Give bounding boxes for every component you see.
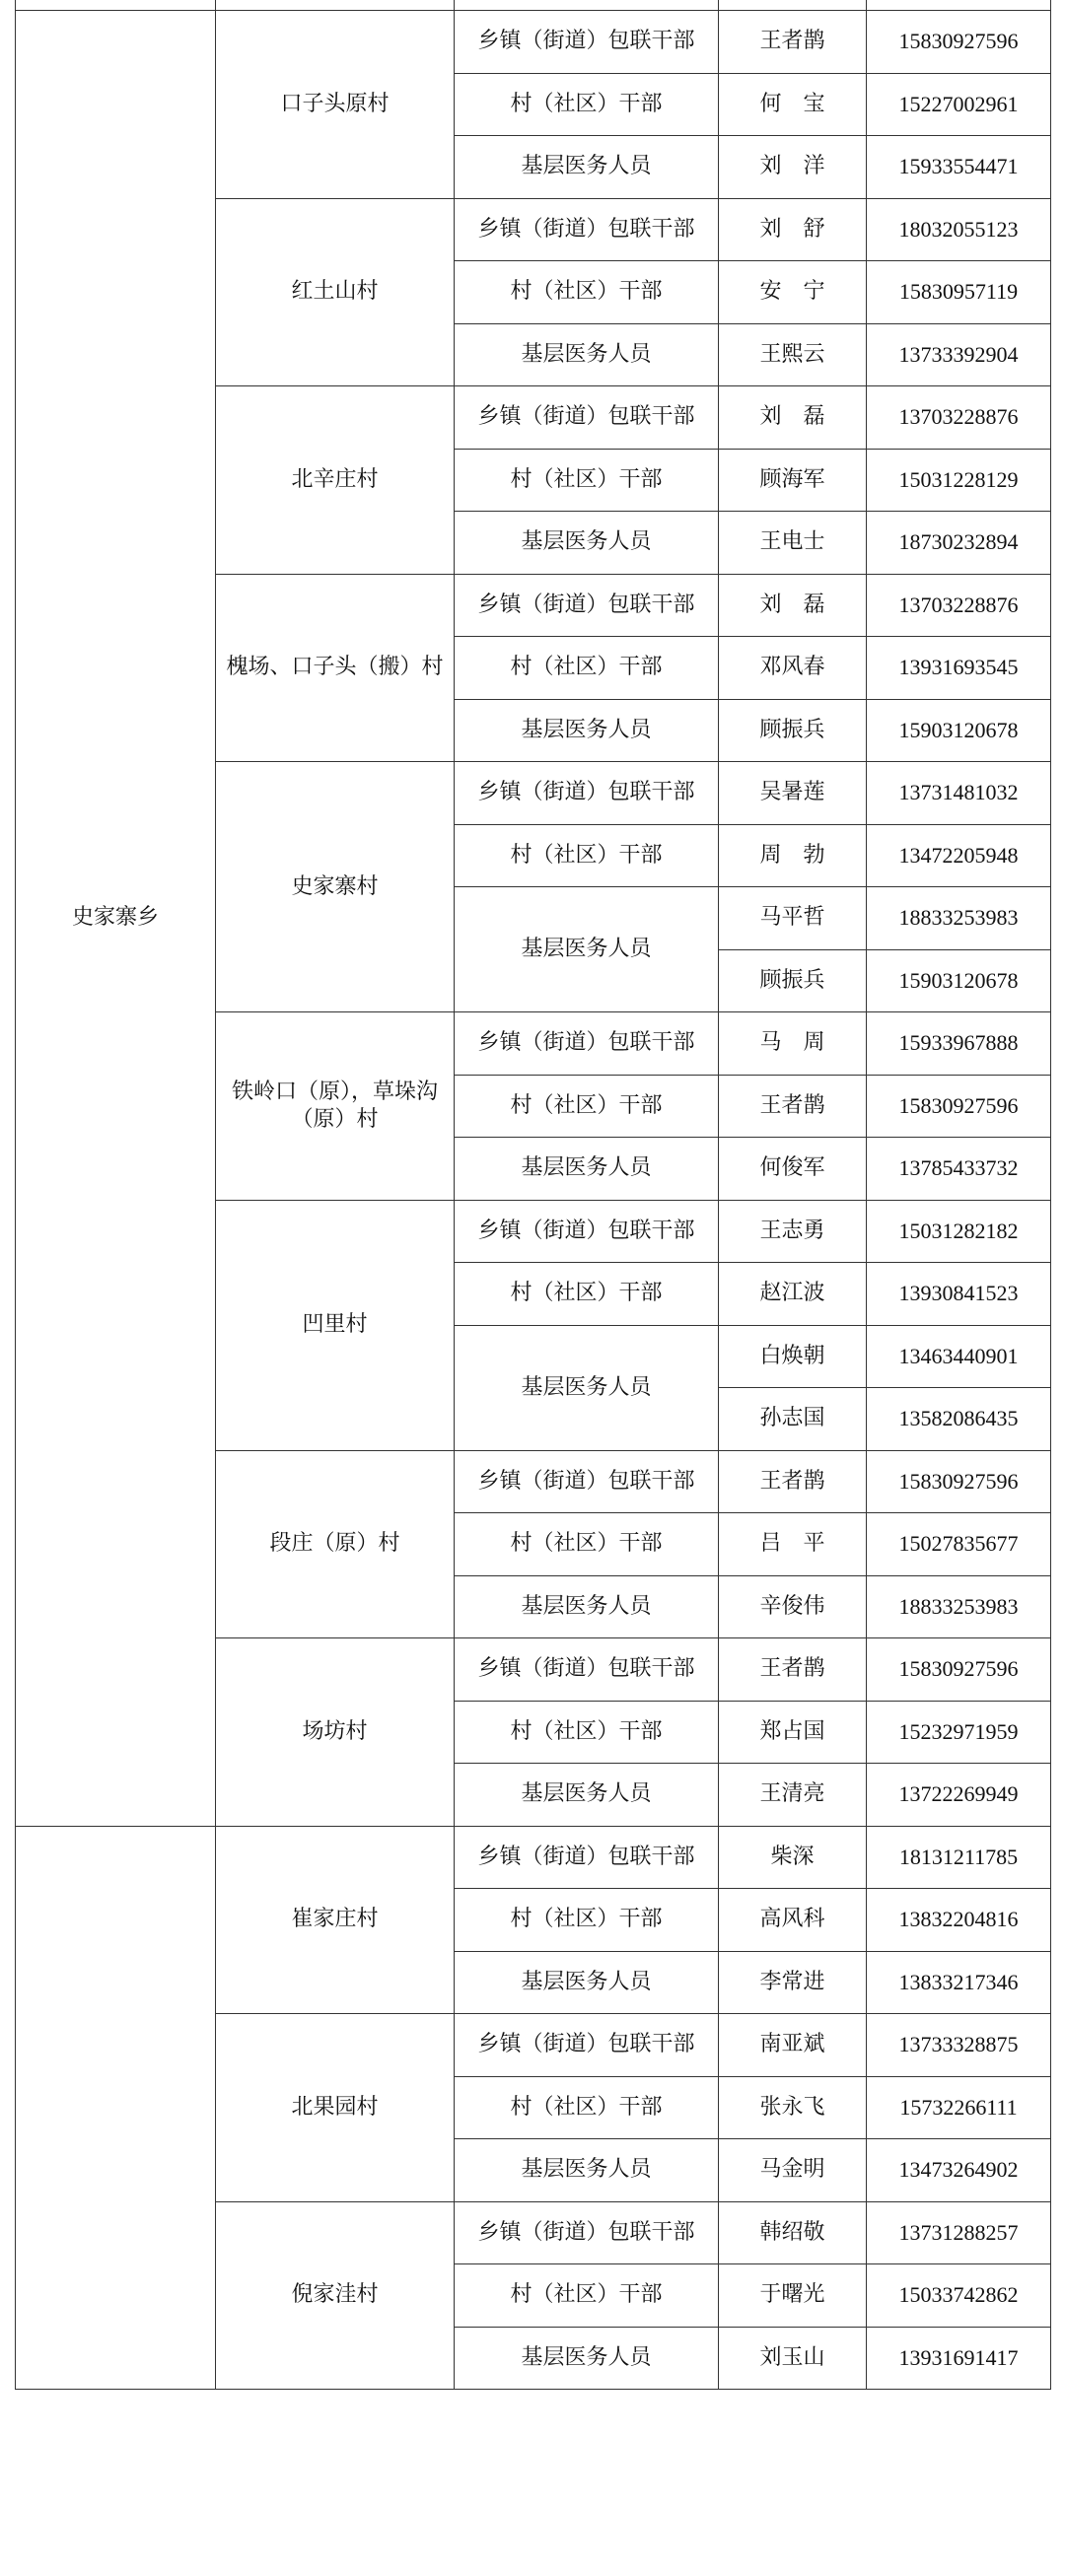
village-name-cell: 倪家洼村	[216, 2201, 455, 2390]
person-name-cell: 王者鹊	[719, 11, 867, 74]
role-cell: 村（社区）干部	[455, 1513, 719, 1576]
phone-cell: 18730232894	[867, 512, 1051, 575]
village-name-cell: 红土山村	[216, 198, 455, 386]
village-name-cell: 凹里村	[216, 1200, 455, 1450]
person-name-cell: 张永飞	[719, 2076, 867, 2139]
person-name-cell: 马平哲	[719, 887, 867, 950]
role-cell: 基层医务人员	[455, 2139, 719, 2202]
person-name-cell: 李常进	[719, 1951, 867, 2014]
role-cell: 基层医务人员	[455, 887, 719, 1012]
role-cell: 基层医务人员	[455, 323, 719, 386]
village-name-cell: 史家寨村	[216, 762, 455, 1012]
phone-cell: 13582086435	[867, 1388, 1051, 1451]
person-name-cell: 韩绍敬	[719, 2201, 867, 2264]
person-name-cell: 安 宁	[719, 261, 867, 324]
phone-cell: 15031228129	[867, 449, 1051, 512]
village-name-cell: 段庄（原）村	[216, 1450, 455, 1638]
role-cell: 基层医务人员	[455, 1325, 719, 1450]
role-cell: 基层医务人员	[455, 699, 719, 762]
role-cell: 乡镇（街道）包联干部	[455, 1450, 719, 1513]
phone-cell: 15933967888	[867, 1012, 1051, 1076]
role-cell: 乡镇（街道）包联干部	[455, 1200, 719, 1263]
role-cell: 乡镇（街道）包联干部	[455, 762, 719, 825]
person-name-cell: 顾振兵	[719, 699, 867, 762]
person-name-cell: 郑占国	[719, 1701, 867, 1764]
person-name-cell: 何俊军	[719, 1138, 867, 1201]
person-name-cell: 周 勃	[719, 824, 867, 887]
person-name-cell: 柴深	[719, 1826, 867, 1889]
spacer-cell	[216, 0, 455, 11]
person-name-cell: 邓风春	[719, 637, 867, 700]
role-cell: 村（社区）干部	[455, 449, 719, 512]
role-cell: 基层医务人员	[455, 136, 719, 199]
phone-cell: 15232971959	[867, 1701, 1051, 1764]
person-name-cell: 于曙光	[719, 2264, 867, 2328]
person-name-cell: 刘 洋	[719, 136, 867, 199]
spacer-cell	[455, 0, 719, 11]
table-row	[16, 11, 1051, 74]
phone-cell: 13463440901	[867, 1325, 1051, 1388]
village-name-cell: 槐场、口子头（搬）村	[216, 574, 455, 762]
phone-cell: 15903120678	[867, 949, 1051, 1012]
role-cell: 乡镇（街道）包联干部	[455, 11, 719, 74]
role-cell: 村（社区）干部	[455, 1263, 719, 1326]
spacer-cell	[867, 0, 1051, 11]
village-name-cell: 崔家庄村	[216, 1826, 455, 2014]
spacer-row	[16, 0, 1051, 11]
person-name-cell: 刘 舒	[719, 198, 867, 261]
role-cell: 村（社区）干部	[455, 1075, 719, 1138]
role-cell: 村（社区）干部	[455, 2076, 719, 2139]
phone-cell: 15830957119	[867, 261, 1051, 324]
person-name-cell: 刘玉山	[719, 2327, 867, 2390]
person-name-cell: 吕 平	[719, 1513, 867, 1576]
town-name-cell: 史家寨乡	[16, 11, 216, 1827]
role-cell: 乡镇（街道）包联干部	[455, 198, 719, 261]
person-name-cell: 刘 磊	[719, 574, 867, 637]
role-cell: 乡镇（街道）包联干部	[455, 1638, 719, 1702]
person-name-cell: 辛俊伟	[719, 1575, 867, 1638]
phone-cell: 13473264902	[867, 2139, 1051, 2202]
phone-cell: 18833253983	[867, 1575, 1051, 1638]
phone-cell: 13731288257	[867, 2201, 1051, 2264]
role-cell: 乡镇（街道）包联干部	[455, 1012, 719, 1076]
role-cell: 村（社区）干部	[455, 1701, 719, 1764]
person-name-cell: 赵江波	[719, 1263, 867, 1326]
table-row	[16, 1826, 1051, 1889]
person-name-cell: 顾海军	[719, 449, 867, 512]
village-name-cell: 场坊村	[216, 1638, 455, 1827]
phone-cell: 13733392904	[867, 323, 1051, 386]
phone-cell: 15033742862	[867, 2264, 1051, 2328]
person-name-cell: 孙志国	[719, 1388, 867, 1451]
phone-cell: 13731481032	[867, 762, 1051, 825]
phone-cell: 13931693545	[867, 637, 1051, 700]
person-name-cell: 王电士	[719, 512, 867, 575]
phone-cell: 15031282182	[867, 1200, 1051, 1263]
phone-cell: 13722269949	[867, 1764, 1051, 1827]
person-name-cell: 刘 磊	[719, 386, 867, 450]
role-cell: 乡镇（街道）包联干部	[455, 1826, 719, 1889]
person-name-cell: 顾振兵	[719, 949, 867, 1012]
role-cell: 乡镇（街道）包联干部	[455, 2014, 719, 2077]
person-name-cell: 王熙云	[719, 323, 867, 386]
person-name-cell: 高风科	[719, 1889, 867, 1952]
phone-cell: 15027835677	[867, 1513, 1051, 1576]
role-cell: 村（社区）干部	[455, 73, 719, 136]
phone-cell: 13833217346	[867, 1951, 1051, 2014]
phone-cell: 18131211785	[867, 1826, 1051, 1889]
phone-cell: 13832204816	[867, 1889, 1051, 1952]
role-cell: 乡镇（街道）包联干部	[455, 574, 719, 637]
phone-cell: 18833253983	[867, 887, 1051, 950]
person-name-cell: 何 宝	[719, 73, 867, 136]
phone-cell: 15227002961	[867, 73, 1051, 136]
phone-cell: 13703228876	[867, 574, 1051, 637]
phone-cell: 13930841523	[867, 1263, 1051, 1326]
phone-cell: 15830927596	[867, 1638, 1051, 1702]
phone-cell: 13733328875	[867, 2014, 1051, 2077]
phone-cell: 13703228876	[867, 386, 1051, 450]
role-cell: 乡镇（街道）包联干部	[455, 2201, 719, 2264]
person-name-cell: 吴暑莲	[719, 762, 867, 825]
role-cell: 村（社区）干部	[455, 1889, 719, 1952]
contact-roster-table	[15, 0, 1051, 2390]
phone-cell: 18032055123	[867, 198, 1051, 261]
phone-cell: 15830927596	[867, 11, 1051, 74]
phone-cell: 15933554471	[867, 136, 1051, 199]
roster-body	[16, 0, 1051, 2390]
role-cell: 基层医务人员	[455, 512, 719, 575]
phone-cell: 15732266111	[867, 2076, 1051, 2139]
role-cell: 村（社区）干部	[455, 2264, 719, 2328]
phone-cell: 15903120678	[867, 699, 1051, 762]
role-cell: 基层医务人员	[455, 1138, 719, 1201]
role-cell: 基层医务人员	[455, 1575, 719, 1638]
person-name-cell: 王志勇	[719, 1200, 867, 1263]
village-name-cell: 北辛庄村	[216, 386, 455, 575]
phone-cell: 15830927596	[867, 1075, 1051, 1138]
spacer-cell	[719, 0, 867, 11]
person-name-cell: 马金明	[719, 2139, 867, 2202]
role-cell: 乡镇（街道）包联干部	[455, 386, 719, 450]
person-name-cell: 王者鹊	[719, 1075, 867, 1138]
person-name-cell: 白焕朝	[719, 1325, 867, 1388]
phone-cell: 13785433732	[867, 1138, 1051, 1201]
village-name-cell: 铁岭口（原），草垛沟（原）村	[216, 1012, 455, 1201]
role-cell: 村（社区）干部	[455, 261, 719, 324]
phone-cell: 13472205948	[867, 824, 1051, 887]
village-name-cell: 口子头原村	[216, 11, 455, 199]
phone-cell: 13931691417	[867, 2327, 1051, 2390]
role-cell: 村（社区）干部	[455, 824, 719, 887]
person-name-cell: 王者鹊	[719, 1638, 867, 1702]
role-cell: 基层医务人员	[455, 1764, 719, 1827]
person-name-cell: 王者鹊	[719, 1450, 867, 1513]
role-cell: 基层医务人员	[455, 1951, 719, 2014]
role-cell: 村（社区）干部	[455, 637, 719, 700]
town-name-cell	[16, 1826, 216, 2390]
person-name-cell: 王清亮	[719, 1764, 867, 1827]
person-name-cell: 南亚斌	[719, 2014, 867, 2077]
spacer-cell	[16, 0, 216, 11]
role-cell: 基层医务人员	[455, 2327, 719, 2390]
phone-cell: 15830927596	[867, 1450, 1051, 1513]
person-name-cell: 马 周	[719, 1012, 867, 1076]
village-name-cell: 北果园村	[216, 2014, 455, 2202]
